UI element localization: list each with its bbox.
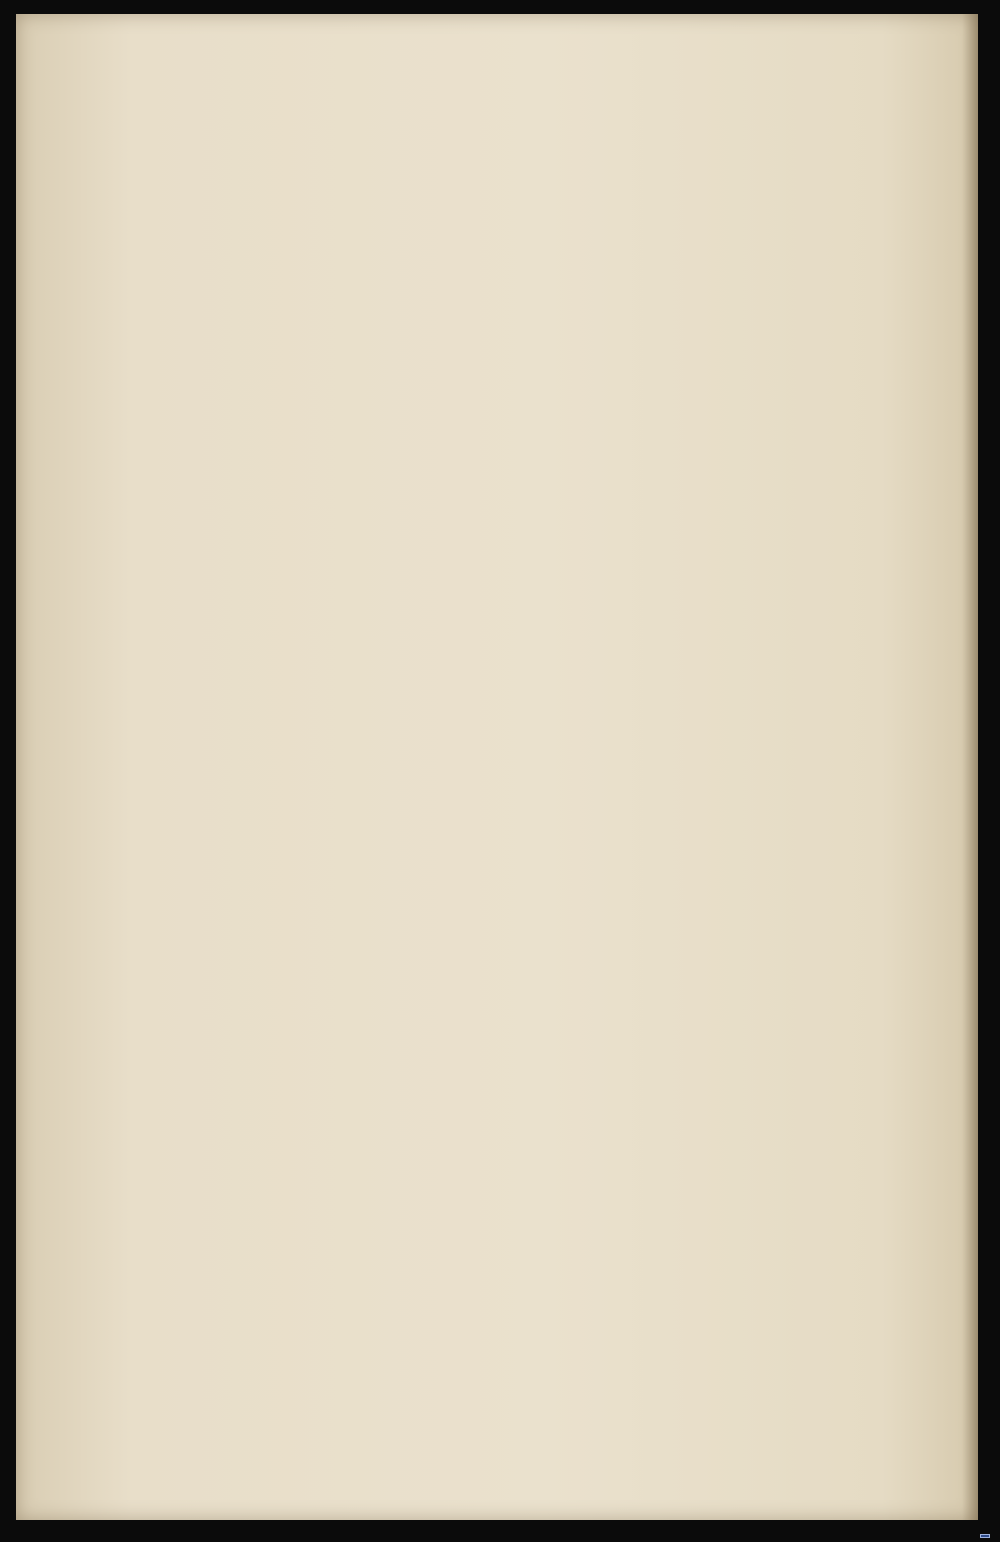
speaker-label: [262, 137, 952, 164]
page-edge-shadow: [962, 14, 978, 1520]
page-text: [262, 110, 952, 164]
dfg-logo-icon: [980, 1534, 990, 1538]
subheading: [262, 110, 952, 137]
footer-credit: [974, 1534, 990, 1538]
scanned-page: [16, 14, 978, 1520]
